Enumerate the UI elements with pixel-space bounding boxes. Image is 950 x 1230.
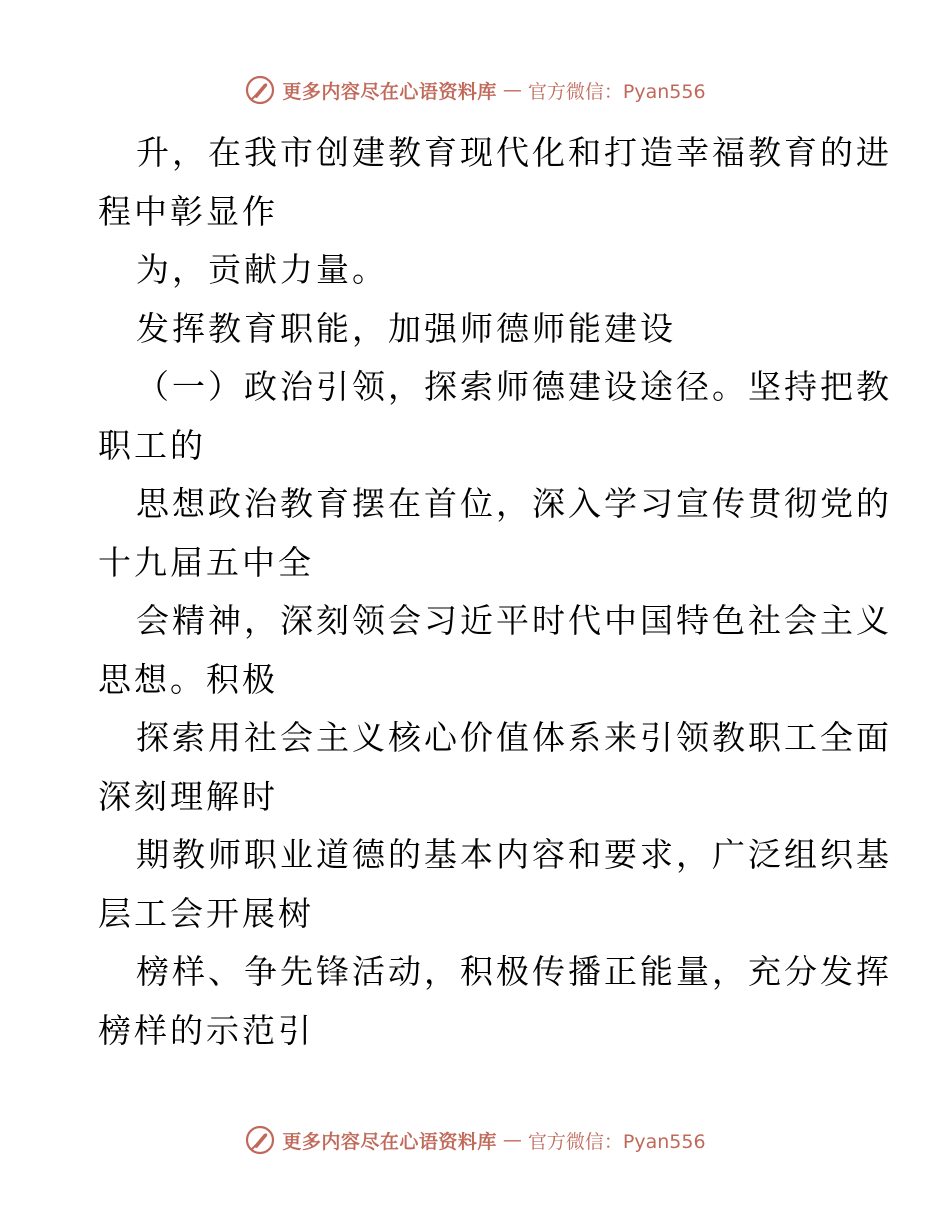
text-line: 探索用社会主义核心价值体系来引领教职工全面: [136, 718, 892, 757]
watermark-separator: —: [502, 79, 522, 101]
text-line: 榜样、争先锋活动，积极传播正能量，充分发挥: [136, 952, 892, 991]
text-line: 为，贡献力量。: [136, 250, 388, 289]
watermark-contact-text: 官方微信：Pyan556: [527, 80, 706, 103]
text-line: 期教师职业道德的基本内容和要求，广泛组织基: [136, 835, 892, 874]
header-watermark: [0, 70, 950, 110]
watermark-contact-text: 官方微信：Pyan556: [527, 1130, 706, 1153]
text-line: 程中彰显作: [98, 191, 278, 231]
text-line: 升，在我市创建教育现代化和打造幸福教育的进: [136, 133, 892, 172]
text-line: 思想。积极: [98, 659, 278, 699]
feather-pen-logo-icon: [244, 74, 276, 106]
feather-pen-logo-icon: [244, 1124, 276, 1156]
text-line: （一）政治引领，探索师德建设途径。坚持把教: [136, 367, 892, 406]
text-line: 榜样的示范引: [98, 1010, 314, 1050]
text-line: 思想政治教育摆在首位，深入学习宣传贯彻党的: [136, 484, 892, 523]
watermark-separator: —: [502, 1129, 522, 1151]
text-line: 发挥教育职能，加强师德师能建设: [136, 308, 676, 348]
text-line: 职工的: [98, 425, 206, 465]
text-line: 十九届五中全: [98, 542, 314, 582]
text-line: 会精神，深刻领会习近平时代中国特色社会主义: [136, 601, 892, 640]
text-line: 层工会开展树: [98, 893, 314, 933]
footer-watermark: [0, 1120, 950, 1160]
watermark-site-text: 更多内容尽在心语资料库: [282, 80, 497, 103]
watermark-site-text: 更多内容尽在心语资料库: [282, 1130, 497, 1153]
body-text: [98, 124, 892, 1060]
text-line: 深刻理解时: [98, 776, 278, 816]
